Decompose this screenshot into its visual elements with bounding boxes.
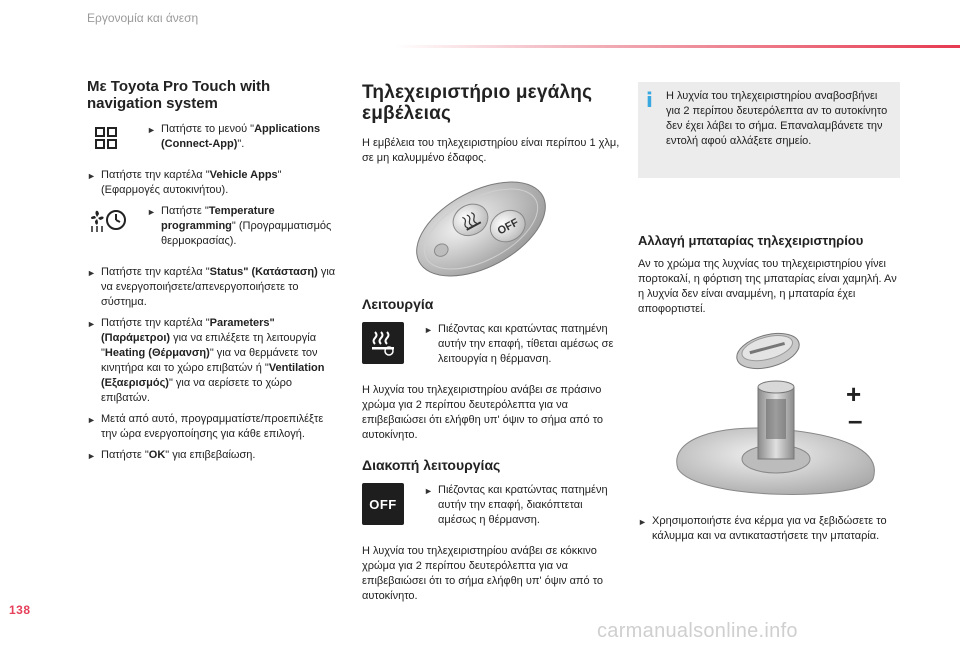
bullet-triangle-icon: ► — [87, 415, 96, 425]
off-step: OFF ► Πιέζοντας και κρατώντας πατημένη αυτήν την επαφή, διακόπτεται αμέσως η θέρμανση. — [362, 483, 620, 534]
bullet-triangle-icon: ► — [87, 451, 96, 461]
off-note: Η λυχνία του τηλεχειριστηρίου ανάβει σε κόκκινο χρώμα για 2 περίπου δευτερόλεπτα για να επιβεβαιώσει ότι το σήμα ελήφθη υπ' όψιν από το αυτοκίνητο. — [362, 545, 604, 602]
step-parameters: ► Πατήστε την καρτέλα "Parameters" (Παράμετροι) για να επιλέξετε τη λειτουργία "Heating (Θέρμανση)" για να θερμάνετε τον κινητήρα και το χώρο επιβατών ή "Ventilation (Εξαερισμός)" για να αερίσετε το χώρο επιβατών. — [87, 317, 325, 404]
battery-minus-sign: – — [848, 405, 863, 435]
step-applications: ► Πατήστε το μενού "Applications (Connect-App)". — [87, 122, 337, 158]
off-button-icon — [362, 483, 404, 525]
watermark: carmanualsonline.info — [597, 620, 798, 642]
bullet-triangle-icon: ► — [87, 268, 96, 278]
battery-text: Αν το χρώμα της λυχνίας του τηλεχειριστηρίου γίνει πορτοκαλί, η φόρτιση της μπαταρίας είναι χαμηλή. Αν η λυχνία δεν είναι αναμμένη, η μπαταρία έχει αποφορτιστεί. — [638, 258, 897, 315]
bullet-triangle-icon: ► — [424, 325, 433, 335]
fan-clock-icon — [87, 204, 127, 236]
column-battery — [638, 82, 900, 550]
info-icon: i — [646, 88, 653, 112]
battery-illustration — [658, 329, 888, 504]
step-schedule: ► Μετά από αυτό, προγραμματίστε/προεπιλέξτε την ώρα ενεργοποίησης για κάθε επιλογή. — [87, 413, 324, 440]
remote-title: Τηλεχειριστήριο μεγάλης εμβέλειας — [362, 82, 593, 124]
apps-grid-icon — [87, 122, 127, 154]
bullet-triangle-icon: ► — [87, 171, 96, 181]
battery-heading: Αλλαγή μπαταρίας τηλεχειριστηρίου — [638, 233, 864, 248]
bullet-triangle-icon: ► — [147, 125, 156, 135]
step-status: ► Πατήστε την καρτέλα "Status" (Κατάσταση) για να ενεργοποιήσετε/απενεργοποιήσετε το σύστημα. — [87, 266, 336, 308]
heating-icon — [362, 322, 404, 364]
bullet-triangle-icon: ► — [424, 486, 433, 496]
column-remote — [362, 82, 620, 612]
bullet-triangle-icon: ► — [638, 517, 647, 527]
remote-control-illustration — [406, 174, 556, 284]
step-vehicle-apps: ► Πατήστε την καρτέλα "Vehicle Apps" (Εφαρμογές αυτοκινήτου). — [87, 169, 282, 196]
bullet-triangle-icon: ► — [147, 207, 156, 217]
battery-plus-sign: + — [846, 379, 862, 409]
info-panel: i Η λυχνία του τηλεχειριστηρίου αναβοσβήνει για 2 περίπου δευτερόλεπτα αν το αυτοκίνητο δεν έχει λάβει το σήμα. Επαναλαμβάνετε την εντολή αφού αλλάξετε σημείο. — [638, 82, 900, 178]
step-ok: ► Πατήστε "OK" για επιβεβαίωση. — [87, 448, 337, 464]
stop-heading: Διακοπή λειτουργίας — [362, 457, 501, 473]
bullet-triangle-icon: ► — [87, 319, 96, 329]
column-pro-touch — [87, 78, 337, 470]
on-step: ► Πιέζοντας και κρατώντας πατημένη αυτήν την επαφή, τίθεται αμέσως σε λειτουργία η θέρμανση. — [362, 322, 620, 373]
header-rule — [395, 45, 960, 48]
remote-off-label: OFF — [495, 216, 521, 238]
section-header: Εργονομία και άνεση — [87, 11, 199, 25]
step-temperature-programming: ► Πατήστε "Temperature programming" (Προγραμματισμός θερμοκρασίας). — [87, 204, 337, 255]
battery-step: ► Χρησιμοποιήστε ένα κέρμα για να ξεβιδώσετε το κάλυμμα και να αντικαταστήσετε την μπαταρία. — [638, 515, 887, 542]
operation-heading: Λειτουργία — [362, 296, 434, 312]
remote-intro: Η εμβέλεια του τηλεχειριστηρίου είναι περίπου 1 χλμ, σε μη καλυμμένο έδαφος. — [362, 137, 620, 164]
page-number: 138 — [9, 603, 31, 617]
off-button-label: OFF — [369, 496, 397, 512]
pro-touch-title: Με Toyota Pro Touch with navigation system — [87, 78, 271, 112]
on-note: Η λυχνία του τηλεχειριστηρίου ανάβει σε πράσινο χρώμα για 2 περίπου δευτερόλεπτα για να επιβεβαιώσει ότι ελήφθη υπ' όψιν το σήμα από το αυτοκίνητο. — [362, 384, 604, 441]
